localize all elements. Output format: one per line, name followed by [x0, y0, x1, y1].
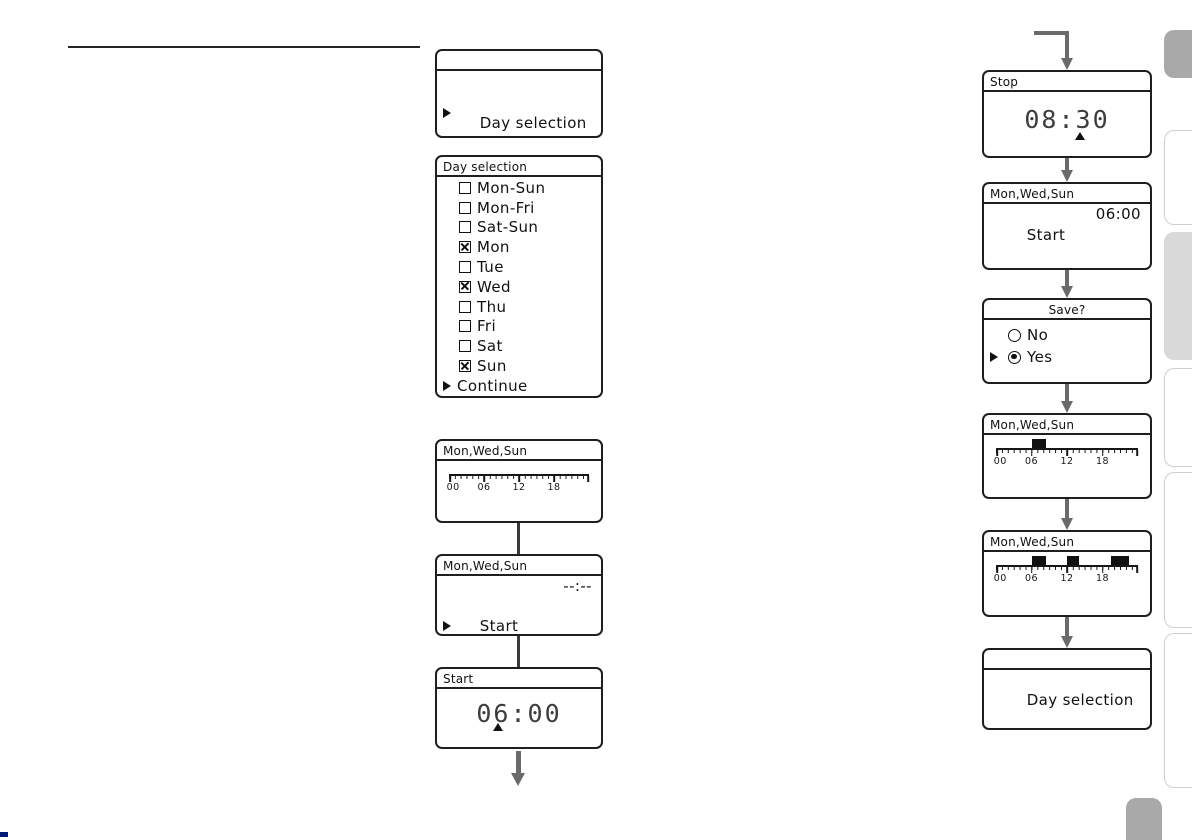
- flow-arrow-down: [516, 751, 521, 773]
- screen-title: Day selection: [437, 157, 601, 177]
- menu-item-new-time-frame: [984, 467, 1150, 499]
- day-label: Wed: [477, 277, 511, 296]
- menu-item-label: Start: [1026, 226, 1066, 244]
- screen-title: Mon,Wed,Sun: [984, 532, 1150, 552]
- day-option-wed: [437, 277, 601, 297]
- day-label: Sun: [477, 357, 507, 376]
- side-tab-5: [1164, 472, 1192, 628]
- day-label: Mon: [477, 238, 510, 257]
- schedule-timeline: [993, 556, 1138, 584]
- day-label: Sat-Sun: [477, 218, 539, 237]
- checkbox-icon: [459, 182, 471, 194]
- timeline-blocks: [996, 439, 1138, 448]
- timeline-label-12: 12: [1060, 455, 1074, 467]
- checkbox-icon: [459, 261, 471, 273]
- menu-item-label: Day selection: [479, 114, 587, 132]
- checkbox-icon: [459, 281, 471, 293]
- timeline-blocks: [996, 556, 1138, 565]
- flow-arrowhead-icon: [1061, 58, 1073, 70]
- cursor-icon: [443, 381, 451, 391]
- day-option-tue: [437, 257, 601, 277]
- timeline-label-00: 00: [993, 455, 1007, 467]
- timeline-label-00: 00: [993, 572, 1007, 584]
- menu-item-day-selection: [437, 71, 601, 138]
- screen-title: Mon,Wed,Sun: [437, 441, 601, 461]
- screen-title: Start: [437, 669, 601, 689]
- lcd-screen-day-selection: [435, 155, 603, 398]
- screen-title: [437, 51, 601, 71]
- checkbox-icon: [459, 360, 471, 372]
- checkbox-icon: [459, 301, 471, 313]
- menu-item-new-time-frame: [984, 584, 1150, 617]
- side-tab-2: [1164, 130, 1192, 225]
- day-option-sat-sun: [437, 218, 601, 238]
- lcd-screen-timeframe-empty: [435, 439, 603, 523]
- lcd-screen-timeframe-three-blocks: [982, 530, 1152, 617]
- lcd-screen-start-stop-filled: [982, 182, 1152, 270]
- page-corner-block: [1126, 798, 1162, 840]
- day-option-thu: [437, 297, 601, 317]
- page-corner-mark: [0, 832, 8, 837]
- cursor-icon: [443, 621, 451, 631]
- flow-arrowhead-icon: [1061, 401, 1073, 413]
- checkbox-icon: [459, 320, 471, 332]
- time-editor: [437, 689, 601, 745]
- timeline-label-00: 00: [446, 481, 460, 493]
- lcd-screen-final-menu: [982, 648, 1152, 730]
- option-no: [984, 324, 1150, 346]
- section-header-rule: [68, 46, 420, 48]
- flow-arrowhead-icon: [511, 773, 525, 786]
- timeline-major-tick: [1136, 450, 1138, 456]
- day-label: Thu: [477, 297, 507, 316]
- day-option-sat: [437, 336, 601, 356]
- screen-title: Mon,Wed,Sun: [984, 415, 1150, 435]
- menu-item-start: [437, 576, 601, 636]
- timeline-major-tick: [1136, 567, 1138, 573]
- option-yes: [984, 346, 1150, 368]
- radio-icon: [1008, 329, 1021, 342]
- timeline-block: [1111, 556, 1129, 565]
- time-value: 06:00: [476, 698, 562, 728]
- menu-item-label: Continue: [457, 376, 528, 395]
- lcd-screen-context-menu: [435, 49, 603, 138]
- day-label: Mon-Sun: [477, 178, 546, 197]
- flow-arrow-down: [1065, 31, 1069, 58]
- side-tab-3: [1164, 232, 1192, 360]
- day-label: Fri: [477, 317, 497, 336]
- day-label: Sat: [477, 337, 503, 356]
- menu-item-start: [984, 204, 1150, 270]
- day-option-sun: [437, 356, 601, 376]
- checkbox-icon: [459, 241, 471, 253]
- radio-icon: [1008, 351, 1021, 364]
- flow-connector-line: [517, 636, 520, 667]
- lcd-screen-start-time: [435, 667, 603, 749]
- screen-title: Stop: [984, 72, 1150, 92]
- menu-item-day-selection: [984, 670, 1150, 730]
- cursor-icon: [990, 352, 998, 362]
- screen-title: Save?: [984, 300, 1150, 320]
- side-tab-4: [1164, 368, 1192, 467]
- day-label: Tue: [477, 258, 504, 277]
- screen-title: Mon,Wed,Sun: [984, 184, 1150, 204]
- menu-item-label: Start: [479, 617, 519, 635]
- day-option-mon: [437, 237, 601, 257]
- day-option-fri: [437, 317, 601, 337]
- timeline-label-12: 12: [512, 481, 526, 493]
- timeline-blocks: [449, 465, 589, 474]
- screen-title: Mon,Wed,Sun: [437, 556, 601, 576]
- flow-arrowhead-icon: [1061, 170, 1073, 182]
- menu-item-new-time-frame: [437, 493, 601, 523]
- menu-item-label: Day selection: [1026, 691, 1134, 709]
- flow-arrowhead-icon: [1061, 518, 1073, 530]
- flow-connector-line: [517, 523, 520, 554]
- option-label: No: [1027, 326, 1049, 344]
- screen-title: [984, 650, 1150, 670]
- timeline-label-06: 06: [1024, 572, 1039, 584]
- timeline-label-06: 06: [477, 481, 491, 493]
- lcd-screen-start-stop-blank: [435, 554, 603, 636]
- schedule-timeline: [993, 439, 1138, 467]
- flow-arrow-down: [1065, 158, 1069, 170]
- day-option-mon-sun: [437, 178, 601, 198]
- flow-arrow-down: [1065, 617, 1069, 636]
- timeline-label-18: 18: [1095, 455, 1110, 467]
- flow-arrowhead-icon: [1061, 286, 1073, 298]
- checkbox-icon: [459, 202, 471, 214]
- timeline-label-18: 18: [547, 481, 561, 493]
- digit-caret-icon: [1075, 132, 1085, 140]
- flow-arrow-down: [1065, 270, 1069, 286]
- flow-arrow-down: [1065, 499, 1069, 518]
- side-tab-6: [1164, 633, 1192, 788]
- flow-connector-elbow: [1034, 31, 1068, 35]
- checkbox-icon: [459, 340, 471, 352]
- time-value: 08:30: [1024, 104, 1110, 134]
- cursor-icon: [443, 108, 451, 118]
- option-label: Yes: [1027, 348, 1053, 366]
- schedule-timeline: [446, 465, 589, 493]
- timeline-label-12: 12: [1060, 572, 1074, 584]
- menu-item-continue: [437, 376, 601, 396]
- timeline-label-18: 18: [1095, 572, 1110, 584]
- day-option-mon-fri: [437, 198, 601, 218]
- time-editor: [984, 92, 1150, 154]
- side-tab-1: [1164, 30, 1192, 78]
- day-label: Mon-Fri: [477, 198, 535, 217]
- timeline-label-06: 06: [1024, 455, 1039, 467]
- lcd-screen-stop-time: [982, 70, 1152, 158]
- timeline-block: [1067, 556, 1079, 565]
- timeline-block: [1032, 439, 1047, 448]
- flow-arrowhead-icon: [1061, 636, 1073, 648]
- start-value: 06:00: [1095, 205, 1141, 223]
- timeline-block: [1032, 556, 1047, 565]
- start-value: --:--: [563, 577, 592, 595]
- lcd-screen-timeframe-one-block: [982, 413, 1152, 499]
- flow-arrow-down: [1065, 384, 1069, 401]
- timeline-major-tick: [588, 476, 590, 482]
- lcd-screen-save-prompt: [982, 298, 1152, 384]
- digit-caret-icon: [493, 723, 503, 731]
- checkbox-icon: [459, 221, 471, 233]
